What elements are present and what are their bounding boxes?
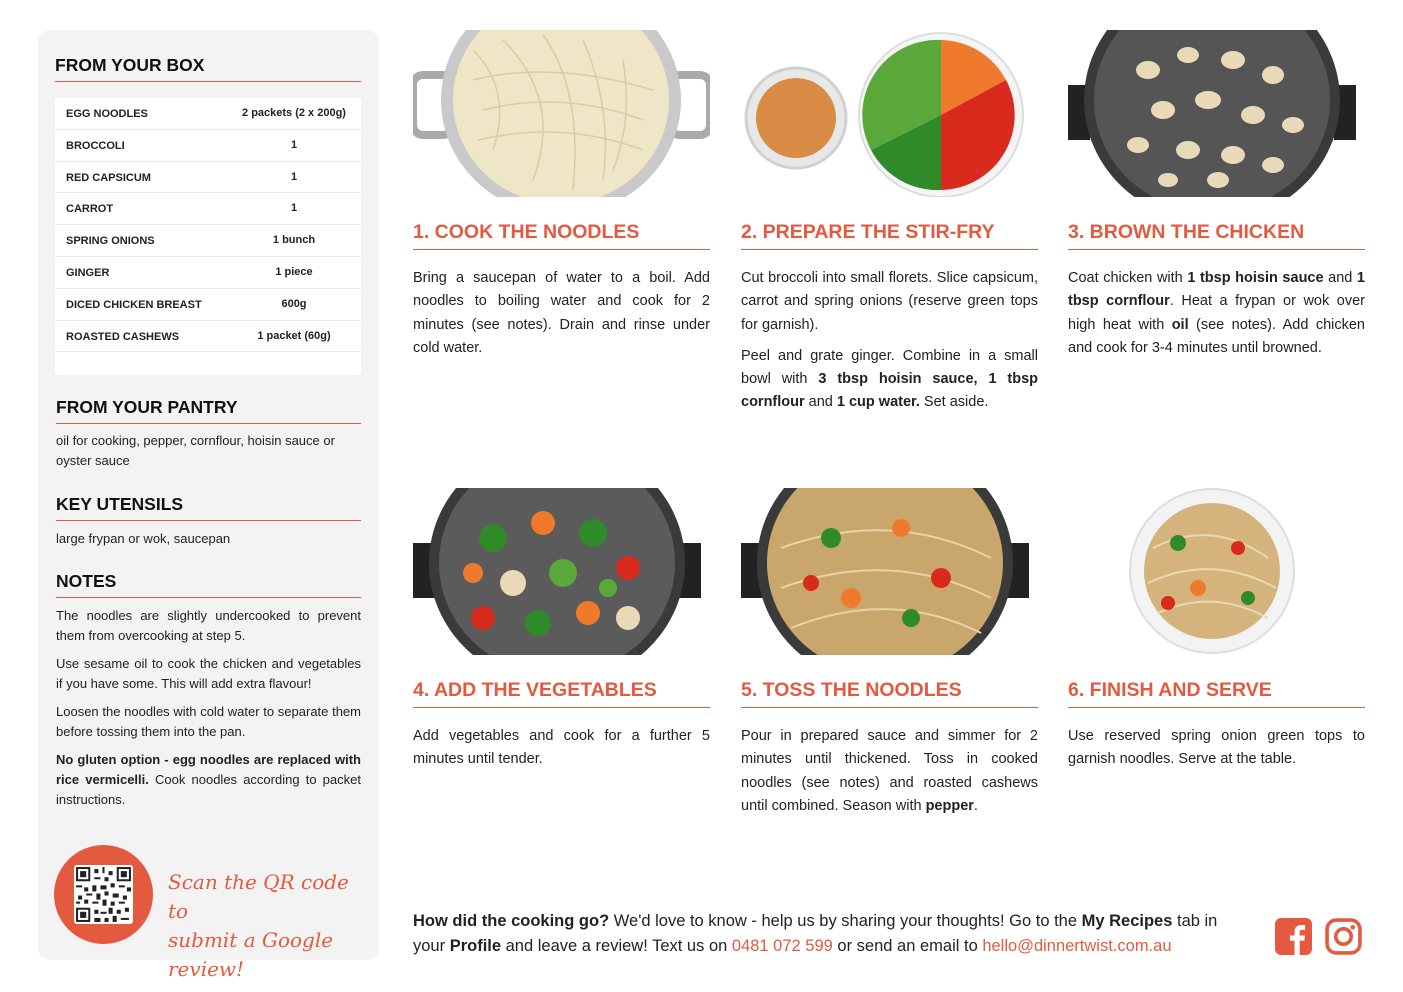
from-your-box-title: FROM YOUR BOX bbox=[55, 55, 361, 82]
step-1-title: 1. COOK THE NOODLES bbox=[413, 221, 710, 250]
qr-caption-line-2: submit a Google review! bbox=[168, 928, 334, 981]
ingredient-qty: 1 bbox=[290, 138, 298, 151]
ingredient-name: BROCCOLI bbox=[66, 139, 125, 152]
step-2-text-2e: Set aside. bbox=[919, 394, 989, 411]
footer-text-4: or send an email to bbox=[832, 937, 983, 955]
facebook-icon[interactable] bbox=[1275, 918, 1312, 955]
footer-my-recipes: My Recipes bbox=[1081, 912, 1173, 930]
step-3-d: 1 tbsp cornflour bbox=[1068, 270, 1365, 310]
step-3-f: oil bbox=[1171, 316, 1189, 333]
ingredient-name: SPRING ONIONS bbox=[66, 235, 155, 248]
footer-phone-link[interactable]: 0481 072 599 bbox=[731, 937, 833, 955]
step-3-body bbox=[1068, 267, 1365, 368]
footer-text-3: and leave a review! Text us on bbox=[501, 937, 732, 955]
utensils-text: large frypan or wok, saucepan bbox=[56, 531, 231, 546]
table-row bbox=[55, 321, 361, 353]
review-footer bbox=[413, 909, 1253, 959]
footer-email-link[interactable]: hello@dinnertwist.com.au bbox=[982, 937, 1172, 955]
step-4 bbox=[413, 488, 710, 828]
step-5-body bbox=[741, 725, 1038, 826]
ingredient-qty: 1 piece bbox=[275, 265, 313, 278]
ingredient-qty: 1 bbox=[290, 202, 298, 215]
qr-badge bbox=[54, 845, 153, 944]
step-4-body bbox=[413, 725, 710, 780]
step-5-title: 5. TOSS THE NOODLES bbox=[741, 679, 1038, 708]
footer-profile: Profile bbox=[449, 937, 502, 955]
note-4 bbox=[56, 750, 361, 810]
ingredient-qty: 2 packets (2 x 200g) bbox=[242, 107, 346, 119]
note-3: Loosen the noodles with cold water to separate them before tossing them into the pan. bbox=[56, 704, 361, 739]
note-4-rest: Cook noodles according to packet instructions. bbox=[56, 772, 361, 807]
table-row bbox=[55, 98, 361, 130]
ingredient-qty: 1 bunch bbox=[272, 234, 316, 247]
pantry-title: FROM YOUR PANTRY bbox=[56, 397, 361, 424]
step-1-text: Bring a saucepan of water to a boil. Add noodles to boiling water and cook for 2 minutes (see notes). Drain and rinse under cold water. bbox=[413, 270, 710, 356]
qr-caption-line-1: Scan the QR code to bbox=[168, 870, 349, 923]
step-6-title: 6. FINISH AND SERVE bbox=[1068, 679, 1365, 708]
step-4-title: 4. ADD THE VEGETABLES bbox=[413, 679, 710, 708]
ingredient-qty: 1 bbox=[290, 170, 298, 183]
table-row bbox=[55, 257, 361, 289]
qr-code-icon[interactable] bbox=[74, 865, 133, 924]
step-1 bbox=[413, 30, 710, 430]
step-3-c: and bbox=[1323, 270, 1357, 286]
step-2-text-2 bbox=[741, 345, 1038, 415]
finish-serve-image bbox=[1068, 488, 1365, 655]
step-3-b: 1 tbsp hoisin sauce bbox=[1187, 270, 1324, 286]
step-2-title: 2. PREPARE THE STIR-FRY bbox=[741, 221, 1038, 250]
note-4-bold: No gluten option - egg noodles are replaced with rice vermicelli. bbox=[56, 752, 361, 787]
step-3 bbox=[1068, 30, 1365, 430]
step-3-text bbox=[1068, 267, 1365, 360]
step-1-body bbox=[413, 267, 710, 368]
step-2-text-2b: 3 tbsp hoisin sauce, 1 tbsp cornflour bbox=[741, 371, 1038, 411]
step-3-title: 3. BROWN THE CHICKEN bbox=[1068, 221, 1365, 250]
ingredient-name: CARROT bbox=[66, 203, 114, 216]
brown-chicken-image bbox=[1068, 30, 1365, 197]
footer-text-2: tab in your bbox=[413, 912, 1218, 955]
utensils-title: KEY UTENSILS bbox=[56, 494, 361, 521]
table-row bbox=[55, 289, 361, 321]
step-5-text bbox=[741, 725, 1038, 818]
step-3-e: . Heat a frypan or wok over high heat with bbox=[1068, 293, 1365, 333]
sidebar bbox=[38, 30, 379, 981]
table-row bbox=[55, 225, 361, 257]
step-2-text-2a: Peel and grate ginger. Combine in a small bowl with bbox=[741, 347, 1038, 388]
ingredient-name: EGG NOODLES bbox=[66, 108, 148, 120]
step-2-text-2c: and bbox=[804, 394, 837, 411]
noodles-saucepan-image bbox=[413, 30, 710, 197]
step-6-body bbox=[1068, 725, 1365, 780]
step-2-text-2d: 1 cup water. bbox=[836, 394, 920, 411]
step-6-text: Use reserved spring onion green tops to garnish noodles. Serve at the table. bbox=[1068, 728, 1365, 768]
note-1: The noodles are slightly undercooked to prevent them from overcooking at step 5. bbox=[56, 608, 361, 643]
ingredient-name: ROASTED CASHEWS bbox=[66, 330, 180, 343]
step-2-body bbox=[741, 267, 1038, 423]
note-2: Use sesame oil to cook the chicken and vegetables if you have some. This will add extra flavour! bbox=[56, 656, 361, 691]
toss-noodles-image bbox=[741, 488, 1038, 655]
step-6 bbox=[1068, 488, 1365, 828]
instagram-icon[interactable] bbox=[1325, 918, 1362, 955]
table-row bbox=[55, 162, 361, 194]
add-vegetables-image bbox=[413, 488, 710, 655]
footer-question: How did the cooking go? bbox=[413, 912, 610, 930]
ingredients-table bbox=[55, 98, 361, 375]
ingredient-name: RED CAPSICUM bbox=[66, 171, 151, 184]
step-5 bbox=[741, 488, 1038, 828]
qr-caption bbox=[168, 868, 368, 984]
ingredient-name: DICED CHICKEN BREAST bbox=[66, 298, 202, 311]
notes-title: NOTES bbox=[56, 571, 361, 598]
table-row bbox=[55, 193, 361, 225]
step-4-text: Add vegetables and cook for a further 5 minutes until tender. bbox=[413, 728, 710, 768]
ingredient-qty: 1 packet (60g) bbox=[257, 329, 331, 342]
step-3-g: (see notes). Add chicken and cook for 3-4 minutes until browned. bbox=[1068, 316, 1365, 356]
step-5-b: pepper bbox=[925, 797, 974, 814]
ingredient-qty: 600g bbox=[281, 297, 307, 310]
table-row bbox=[55, 130, 361, 162]
pantry-text: oil for cooking, pepper, cornflour, hoisin sauce or oyster sauce bbox=[56, 433, 335, 468]
notes-list bbox=[56, 606, 361, 818]
ingredient-name: GINGER bbox=[66, 266, 110, 279]
step-5-a: Pour in prepared sauce and simmer for 2 minutes until thickened. Toss in cooked noodles (see notes) and roasted cashews until combined. Season with bbox=[741, 728, 1038, 814]
stir-fry-prep-image bbox=[741, 30, 1038, 197]
step-5-c: . bbox=[973, 797, 978, 814]
step-3-a: Coat chicken with bbox=[1068, 270, 1188, 286]
step-2-text-1: Cut broccoli into small florets. Slice capsicum, carrot and spring onions (reserve green tops for garnish). bbox=[741, 270, 1038, 333]
step-2 bbox=[741, 30, 1038, 430]
footer-text-1: We'd love to know - help us by sharing your thoughts! Go to the bbox=[609, 912, 1082, 930]
